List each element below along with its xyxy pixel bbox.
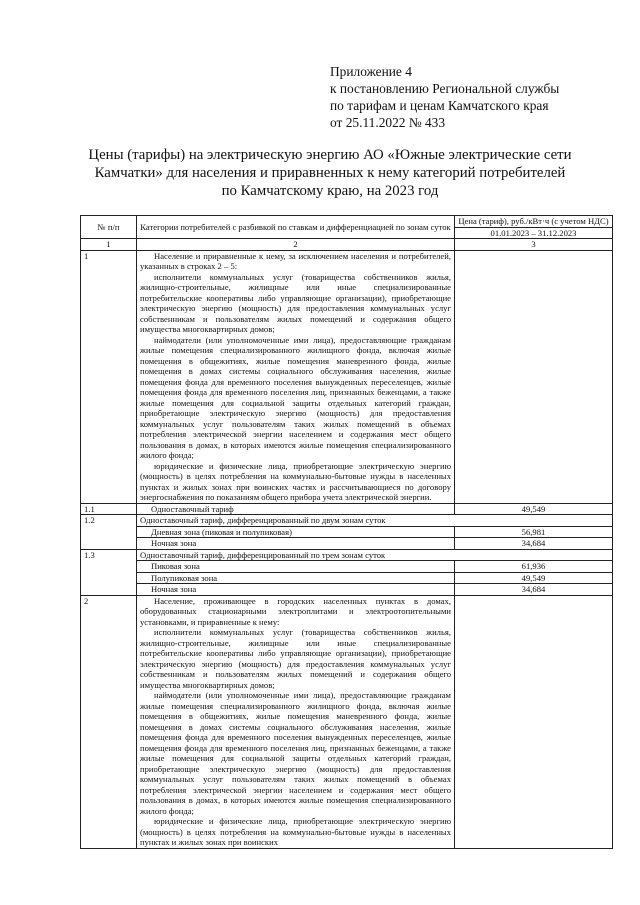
paragraph: наймодатели (или уполномоченные ими лица), предоставляющие гражданам жилые помещения специализированного жилищного фонда, включая жилые помещения в общежитиях, жилые помещения маневренного фонда, жилые помещения в домах системы социального обслуживания населения, жилые помещения фонда для временного поселения вынужденных переселенцев, жилые помещения фонда для временного поселения лиц, признанных беженцами, а также жилые помещения для социальной защиты отдельных категорий граждан, приобретающие электрическую энергию (мощность) для предоставления коммунальных услуг пользователям таких жилых помещений в объемах потребления электрической энергии населением и содержания мест общего пользования в домах, в которых имеются жилые помещения специализированного жилого фонда;	[140, 690, 451, 816]
row-label: Ночная зона	[137, 538, 455, 550]
paragraph: исполнители коммунальных услуг (товарищества собственников жилья, жилищно-строительные, жилищные или иные специализированные потребительские кооперативы либо управляющие организации), приобретающие электрическую энергию (мощность) для предоставления коммунальных услуг собственникам и пользователям жилых помещений и содержания общего имущества многоквартирных домов;	[140, 627, 451, 690]
row-label: Одноставочный тариф, дифференцированный по двум зонам суток	[137, 515, 613, 527]
header-category: Категории потребителей с разбивкой по ставкам и дифференциацией по зонам суток	[137, 216, 455, 239]
row-value: 49,549	[455, 572, 613, 584]
row-label: Одноставочный тариф	[137, 503, 455, 515]
table-row	[81, 572, 613, 584]
row-number: 1	[81, 250, 137, 503]
column-index: 3	[455, 239, 613, 251]
table-header-row	[81, 216, 613, 228]
header-number: № п/п	[81, 216, 137, 239]
row-label: Пиковая зона	[137, 561, 455, 573]
title-line: по Камчатскому краю, на 2023 год	[221, 183, 439, 199]
appendix-line: Приложение 4	[330, 64, 412, 79]
appendix-header	[330, 63, 610, 131]
row-number: 2	[81, 595, 137, 848]
header-price: Цена (тариф), руб./кВт·ч (с учетом НДС)	[455, 216, 613, 228]
document-title	[70, 146, 590, 200]
row-number: 1.3	[81, 549, 137, 595]
table-row	[81, 595, 613, 848]
row-number: 1.1	[81, 503, 137, 515]
column-index: 2	[137, 239, 455, 251]
row-value	[455, 595, 613, 848]
row-description	[137, 595, 455, 848]
table-row	[81, 584, 613, 596]
title-line: Цены (тарифы) на электрическую энергию АО «Южные электрические сети	[88, 147, 572, 163]
table-row	[81, 515, 613, 527]
row-value: 49,549	[455, 503, 613, 515]
column-index: 1	[81, 239, 137, 251]
row-value: 56,981	[455, 526, 613, 538]
table-row	[81, 549, 613, 561]
title-line: Камчатки» для населения и приравненных к нему категорий потребителей	[94, 165, 566, 181]
table-row	[81, 538, 613, 550]
paragraph: Население и приравненные к нему, за исключением населения и потребителей, указанных в строках 2 – 5:	[140, 250, 451, 271]
appendix-line: от 25.11.2022 № 433	[330, 115, 446, 130]
appendix-line: к постановлению Региональной службы	[330, 81, 560, 96]
row-label: Ночная зона	[137, 584, 455, 596]
paragraph: юридические и физические лица, приобретающие электрическую энергию (мощность) в целях потребления на коммунально-бытовые нужды в населенных пунктах и жилых зонах при воинских частях и рассчитывающиеся по договору энергоснабжения по показаниям общего прибора учета электрической энергии.	[140, 460, 451, 502]
row-description	[137, 250, 455, 503]
paragraph: исполнители коммунальных услуг (товарищества собственников жилья, жилищно-строительные, жилищные или иные специализированные потребительские кооперативы либо управляющие организации), приобретающие электрическую энергию (мощность) для предоставления коммунальных услуг собственникам и пользователям жилых помещений и содержания общего имущества многоквартирных домов;	[140, 271, 451, 334]
row-label: Полупиковая зона	[137, 572, 455, 584]
row-label: Дневная зона (пиковая и полупиковая)	[137, 526, 455, 538]
header-period: 01.01.2023 – 31.12.2023	[455, 227, 613, 239]
table-row	[81, 526, 613, 538]
tariff-table	[80, 215, 613, 849]
row-value: 34,684	[455, 538, 613, 550]
row-value	[455, 250, 613, 503]
paragraph: юридические и физические лица, приобретающие электрическую энергию (мощность) в целях потребления на коммунально-бытовые нужды в населенных пунктах и жилых зонах при воинских	[140, 816, 451, 847]
row-value: 61,936	[455, 561, 613, 573]
table-row	[81, 561, 613, 573]
paragraph: Население, проживающее в городских населенных пунктах в домах, оборудованных стационарными электроплитами и электроотопительными установками, и приравненные к нему:	[140, 595, 451, 627]
column-index-row	[81, 239, 613, 251]
table-row	[81, 250, 613, 503]
row-label: Одноставочный тариф, дифференцированный по трем зонам суток	[137, 549, 613, 561]
row-value: 34,684	[455, 584, 613, 596]
row-number: 1.2	[81, 515, 137, 550]
appendix-line: по тарифам и ценам Камчатского края	[330, 98, 549, 113]
table-row	[81, 503, 613, 515]
paragraph: наймодатели (или уполномоченные ими лица), предоставляющие гражданам жилые помещения специализированного жилищного фонда, включая жилые помещения в общежитиях, жилые помещения маневренного фонда, жилые помещения в домах системы социального обслуживания населения, жилые помещения фонда для временного поселения вынужденных переселенцев, жилые помещения фонда для временного поселения лиц, признанных беженцами, а также жилые помещения для социальной защиты отдельных категорий граждан, приобретающие электрическую энергию (мощность) для предоставления коммунальных услуг пользователям таких жилых помещений в объемах потребления электрической энергии населением и содержания мест общего пользования в домах, в которых имеются жилые помещения специализированного жилого фонда;	[140, 334, 451, 460]
